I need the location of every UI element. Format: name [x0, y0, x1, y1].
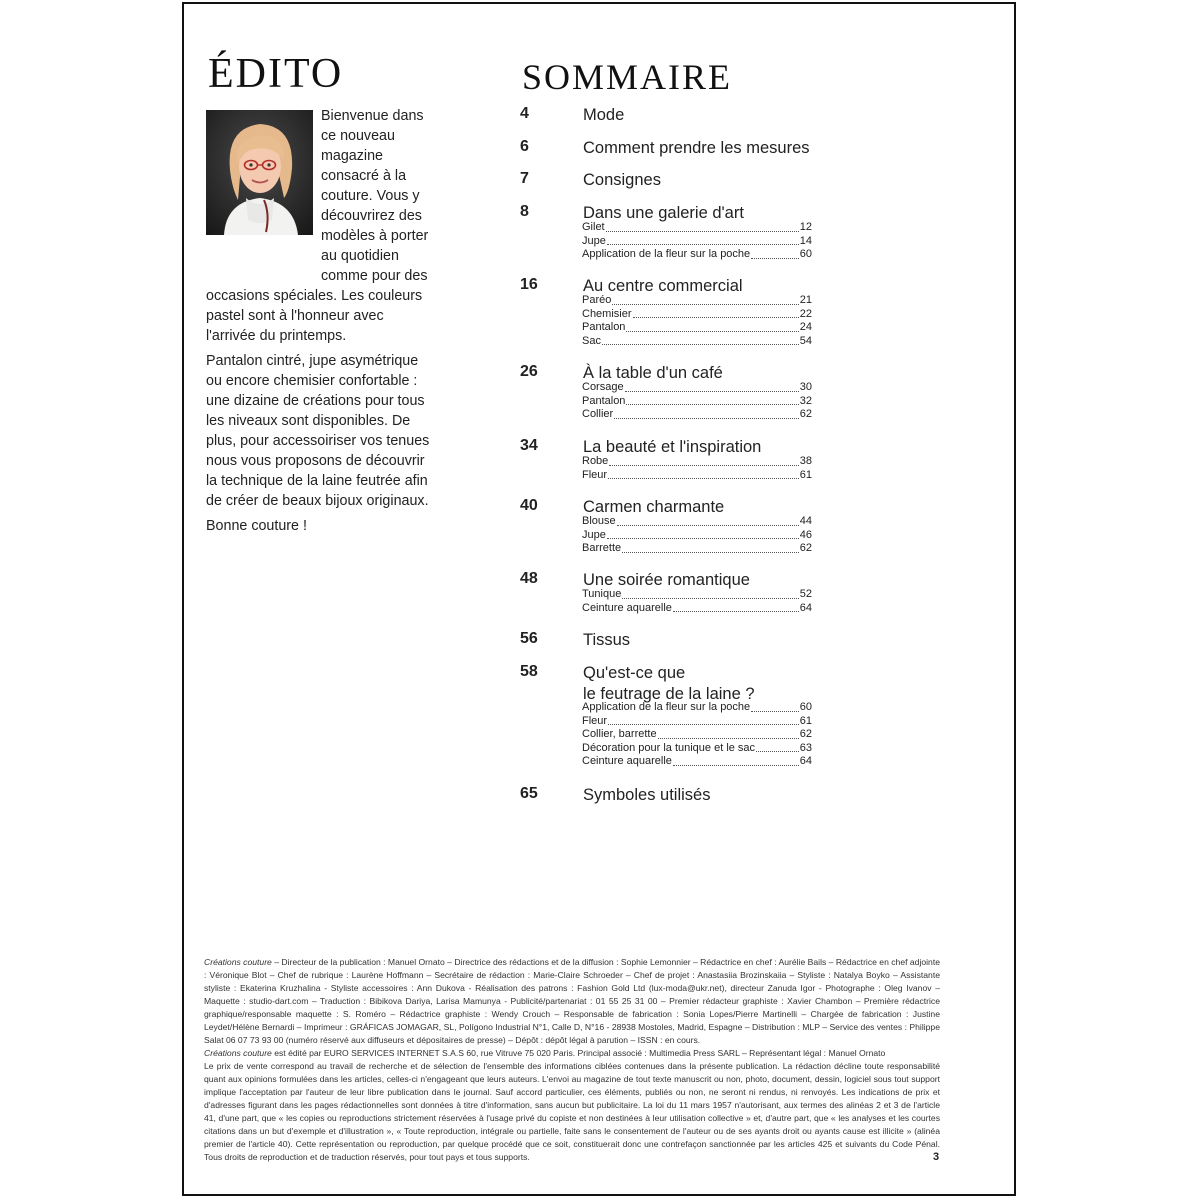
staff-credits — [204, 956, 940, 1047]
toc-sub-item — [582, 221, 812, 235]
edito-title: ÉDITO — [208, 51, 344, 97]
toc-sub-item-page: 62 — [799, 408, 812, 421]
dot-leader — [602, 335, 799, 346]
toc-sub-item-page: 24 — [799, 321, 812, 334]
toc-page-number: 34 — [520, 437, 538, 454]
publisher-text: est édité par EURO SERVICES INTERNET S.A.S 60, rue Vitruve 75 020 Paris. Principal associé : Multimedia Press SARL – Représentant légal : Manuel Ornato — [271, 1048, 886, 1058]
toc-sub-item-page: 21 — [799, 294, 812, 306]
toc-section-title-line: La beauté et l'inspiration — [583, 438, 762, 456]
toc-sub-item — [582, 542, 812, 556]
toc-sub-item-name: Blouse — [582, 515, 616, 527]
toc-page-number: 4 — [520, 105, 529, 122]
toc-page-number: 40 — [520, 497, 538, 514]
toc-sub-item — [582, 588, 812, 602]
toc-section-title — [583, 170, 661, 191]
dot-leader — [607, 235, 799, 246]
toc-sub-item-page: 63 — [799, 741, 812, 754]
photo-wrap-spacer — [206, 106, 321, 268]
toc-sub-item-name: Chemisier — [582, 307, 632, 320]
toc-sub-item-name: Application de la fleur sur la poche — [582, 248, 751, 261]
edito-text — [206, 106, 434, 541]
edito-paragraph: Bienvenue dans ce nouveau magazine consacré à la couture. Vous y découvrirez des modèles à porter au quotidien comme pour des occasions spéciales. Les couleurs pastel sont à l'honneur avec l'arrivée du printemps. — [206, 108, 429, 344]
toc-sub-item-name: Collier, barrette — [582, 728, 657, 741]
toc-section-title-line: Consignes — [583, 171, 661, 189]
magazine-name: Créations couture — [204, 957, 272, 967]
toc-section-title-line: Une soirée romantique — [583, 571, 750, 589]
legal-notice: Le prix de vente correspond au travail de recherche et de sélection de l'ensemble des informations ciblées contenues dans la présente publication. La rédaction décline toute responsabilité quant aux opinions formulées dans les articles, celles-ci n'engageant que leurs auteurs. L'envoi au magazine de tout texte manuscrit ou non, photo, document, dessin, logiciel sous tout support implique l'acceptation par l'auteur de leur libre publication dans le journal. Sauf accord particulier, ces éléments, publiés ou non, ne seront ni rendus, ni renvoyés. Les indications de prix et d'adresses figurant dans les pages rédactionnelles sont données à titre d'information, sans aucun but publicitaire. La loi du 11 mars 1957 n'autorisant, aux termes des alinéas 2 et 3 de l'article 41, d'une part, que « les copies ou reproductions strictement réservées à l'usage privé du copiste et non destinées à leur utilisation collective » et, d'autre part, que « les analyses et les courtes citations dans un but d'exemple et d'illustration », « Toute reproduction, intégrale ou partielle, faite sans le consentement de l'auteur ou de ses ayants droit ou ayants cause est illicite » (alinéa premier de l'article 40). Cette représentation ou reproduction, par quelque procédé que ce soit, constituerait donc une contrefaçon sanctionnée par les articles 425 et suivants du Code Pénal. Tous droits de reproduction et de traduction réservés, pour tout pays et tous supports. — [204, 1061, 940, 1162]
dot-leader — [625, 381, 799, 392]
dot-leader — [751, 701, 799, 712]
dot-leader — [626, 395, 798, 406]
toc-sub-item-name: Sac — [582, 334, 601, 347]
toc-sub-item-page: 52 — [799, 588, 812, 600]
toc-page-number: 6 — [520, 138, 529, 155]
toc-sub-item — [582, 308, 812, 322]
toc-sub-item-page: 54 — [799, 334, 812, 347]
toc-sub-item-name: Pantalon — [582, 394, 626, 407]
toc-page-number: 16 — [520, 276, 538, 293]
dot-leader — [608, 469, 799, 480]
toc-sub-item-name: Fleur — [582, 714, 608, 727]
dot-leader — [673, 755, 799, 766]
toc-sub-item — [582, 395, 812, 409]
toc-sub-item-page: 61 — [799, 714, 812, 727]
toc-sub-item — [582, 469, 812, 483]
toc-sub-item-page: 60 — [799, 701, 812, 713]
toc-sub-item-page: 60 — [799, 248, 812, 261]
toc-sub-item — [582, 515, 812, 529]
magazine-name: Créations couture — [204, 1048, 272, 1058]
dot-leader — [633, 308, 799, 319]
toc-sub-item — [582, 529, 812, 543]
toc-sub-item — [582, 602, 812, 616]
toc-page-number: 7 — [520, 170, 529, 187]
toc-sub-item-name: Paréo — [582, 294, 612, 306]
edito-closing: Bonne couture ! — [206, 518, 307, 534]
toc-section-title-line: Comment prendre les mesures — [583, 139, 810, 157]
toc-section-title-line: Tissus — [583, 631, 631, 649]
dot-leader — [614, 408, 799, 419]
toc-sub-item — [582, 321, 812, 335]
toc-sub-item-name: Collier — [582, 408, 614, 421]
dot-leader — [673, 602, 799, 613]
toc-sub-item-name: Fleur — [582, 468, 608, 481]
toc-sub-item — [582, 235, 812, 249]
publisher-info — [204, 1047, 940, 1060]
toc-page-number: 48 — [520, 570, 538, 587]
toc-sub-item-page: 32 — [799, 394, 812, 407]
toc-sub-item — [582, 742, 812, 756]
toc-page-number: 56 — [520, 630, 538, 647]
toc-sub-item-name: Décoration pour la tunique et le sac — [582, 741, 756, 754]
toc-section-title-line: Carmen charmante — [583, 498, 725, 516]
toc-section-title — [583, 630, 630, 651]
toc-sub-item — [582, 755, 812, 769]
toc-sub-item-page: 64 — [799, 755, 812, 768]
dot-leader — [617, 515, 799, 526]
toc-sub-item — [582, 455, 812, 469]
toc-sub-item — [582, 728, 812, 742]
toc-sub-item-name: Corsage — [582, 381, 624, 393]
toc-sub-item-name: Robe — [582, 455, 609, 467]
toc-sub-item-page: 64 — [799, 601, 812, 614]
toc-sub-item-page: 12 — [799, 221, 812, 233]
dot-leader — [622, 588, 798, 599]
toc-sub-item — [582, 381, 812, 395]
toc-sub-item — [582, 335, 812, 349]
toc-sub-item-name: Ceinture aquarelle — [582, 601, 672, 614]
toc-sub-item-page: 44 — [799, 515, 812, 527]
dot-leader — [751, 248, 799, 259]
toc-sub-item-page: 30 — [799, 381, 812, 393]
toc-section-title — [583, 138, 810, 159]
toc-section-title-line: Dans une galerie d'art — [583, 204, 744, 222]
dot-leader — [658, 728, 799, 739]
dot-leader — [606, 221, 799, 232]
toc-page-number: 26 — [520, 363, 538, 380]
toc-sub-item-name: Ceinture aquarelle — [582, 755, 672, 768]
toc-page-number: 58 — [520, 663, 538, 680]
toc-sub-item-name: Pantalon — [582, 321, 626, 334]
toc-sub-item-page: 62 — [799, 542, 812, 555]
staff-list: – Directeur de la publication : Manuel Ornato – Directrice des rédactions et de la diffusion : Sophie Lemonnier – Rédactrice en chef : Aurélie Bails – Rédactrice en chef adjointe : Véronique Blot – Chef de rubrique : Laurène Hoffmann – Secrétaire de rédaction : Marie-Claire Schroeder – Chef de projet : Anastasiia Brozinskaiia – Styliste : Natalya Boyko – Assistante styliste : Ekaterina Kruzhalina - Styliste accessoires : Ann Dukova - Réalisation des patrons : Fashion Gold Ltd (lux-moda@ukr.net), directeur Zanuda Igor - Photographe : Oleg Ivanov – Maquette : studio-dart.com – Traduction : Bibikova Dariya, Larisa Mamunya - Publicité/partenariat : 01 55 25 31 00 – Premier rédacteur graphiste : Xavier Chambon – Première rédactrice graphique/responsable maquette : S. Roméro – Rédactrice graphiste : Wendy Crouch – Responsable de fabrication : Sonia Lopes/Pierre Martinelli – Chargée de fabrication : Justine Leydet/Hélène Bernardi – Imprimeur : GRÁFICAS JOMAGAR, SL, Polígono Industrial N°1, Calle D, N°16 - 28938 Mostoles, Madrid, Espagne – Distribution : MLP – Service des ventes : Philippe Salat 06 07 73 93 00 (numéro réservé aux diffuseurs et dépositaires de presse) – Dépôt : dépôt légal à parution – ISSN : en cours. — [204, 957, 940, 1045]
dot-leader — [612, 294, 798, 305]
credits-block — [204, 956, 940, 1164]
toc-section-title — [583, 105, 624, 126]
toc-sub-item — [582, 701, 812, 715]
toc-section-title-line: Mode — [583, 106, 625, 124]
toc-sub-item — [582, 408, 812, 422]
dot-leader — [608, 715, 799, 726]
dot-leader — [756, 742, 799, 753]
toc-sub-item-name: Jupe — [582, 528, 606, 541]
toc-section-title — [583, 663, 755, 705]
toc-sub-item-name: Tunique — [582, 588, 622, 600]
toc-sub-item-page: 46 — [799, 528, 812, 541]
toc-section-title-line: Au centre commercial — [583, 277, 743, 295]
toc-sub-item — [582, 715, 812, 729]
toc-section-title — [583, 785, 710, 806]
sommaire-title: SOMMAIRE — [522, 57, 733, 97]
toc-sub-item-page: 38 — [799, 455, 812, 467]
toc-sub-item-name: Gilet — [582, 221, 605, 233]
toc-section-title-line: Qu'est-ce que — [583, 664, 686, 682]
toc-sub-item-page: 62 — [799, 728, 812, 741]
toc-page-number: 8 — [520, 203, 529, 220]
dot-leader — [626, 321, 798, 332]
toc-section-title-line: À la table d'un café — [583, 364, 723, 382]
toc-sub-item-name: Application de la fleur sur la poche — [582, 701, 751, 713]
toc-section-title-line: le feutrage de la laine ? — [583, 685, 755, 703]
toc-section-title-line: Symboles utilisés — [583, 786, 711, 804]
toc-page-number: 65 — [520, 785, 538, 802]
dot-leader — [622, 542, 799, 553]
toc-sub-item-name: Jupe — [582, 234, 606, 247]
toc-sub-item — [582, 248, 812, 262]
toc-sub-item — [582, 294, 812, 308]
dot-leader — [607, 529, 799, 540]
toc-sub-item-page: 22 — [799, 307, 812, 320]
toc-sub-item-page: 61 — [799, 468, 812, 481]
toc-sub-item-page: 14 — [799, 234, 812, 247]
toc-sub-item-name: Barrette — [582, 542, 622, 555]
edito-paragraph: Pantalon cintré, jupe asymétrique ou encore chemisier confortable : une dizaine de créations pour tous les niveaux sont disponibles. De plus, pour accessoiriser vos tenues nous vous proposons de découvrir la technique de la laine feutrée afin de créer de beaux bijoux originaux. — [206, 353, 430, 509]
dot-leader — [609, 455, 798, 466]
page-number: 3 — [933, 1151, 940, 1163]
